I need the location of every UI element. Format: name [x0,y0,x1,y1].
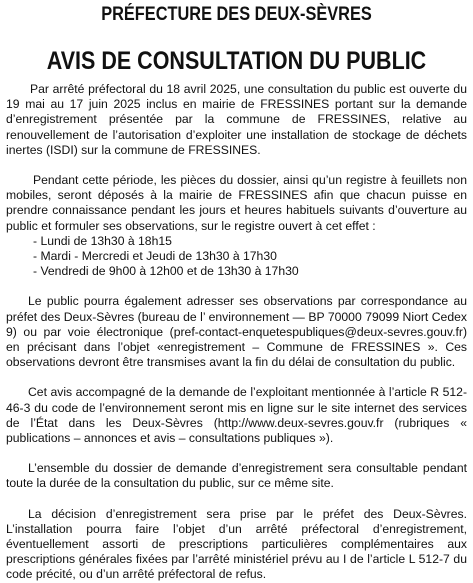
opening-hours-item: - Mardi - Mercredi et Jeudi de 13h30 à 17h30 [33,249,277,264]
paragraph-observations: Le public pourra également adresser ses observations par correspondance au préfet des Deux-Sèvres (bureau de l’ environnement — BP 70000 79099 Niort Cedex 9) ou par voie électronique (pref-contact-enquetespubliques@deux-sevres.gouv.fr) en précisant dans l’objet «enregistrement – Commune de FRESSINES ». Ces observations devront être transmises avant la fin du délai de consultation du public. [6,294,467,370]
opening-hours-item: - Lundi de 13h30 à 18h15 [33,233,172,248]
opening-hours-list [6,234,467,280]
paragraph-consultation-period: Pendant cette période, les pièces du dossier, ainsi qu’un registre à feuillets non mobiles, seront déposés à la mairie de FRESSINES afin que chacun puisse en prendre connaissance pendant les jours et heures habituels suivants d’ouverture au public et formuler ses observations, sur le registre ouvert à cet effet : [6,173,467,233]
paragraph-decision: La décision d’enregistrement sera prise par le préfet des Deux-Sèvres. L’installation pourra faire l’objet d’un arrêté préfectoral d’enregistrement, éventuellement assorti de prescriptions particulières complémentaires aux prescriptions générales fixées par l’arrêté ministériel prévu au I de l’article L 512-7 du code précité, ou d’un arrêté préfectoral de refus. [6,506,467,582]
paragraph-decree: Par arrêté préfectoral du 18 avril 2025, une consultation du public est ouverte du 19 mai au 17 juin 2025 inclus en mairie de FRESSINES portant sur la demande d’enregistrement présentée par la commune de FRESSINES, relative au renouvellement de l’autorisation d’exploiter une installation de stockage de déchets inertes (ISDI) sur la commune de FRESSINES. [6,82,467,157]
notice-title: AVIS DE CONSULTATION DU PUBLIC [46,47,427,75]
opening-hours-item: - Vendredi de 9h00 à 12h00 et de 13h30 à 17h30 [33,264,299,279]
paragraph-online-publication: Cet avis accompagné de la demande de l’exploitant mentionnée à l’article R 512-46-3 du code de l’environnement seront mis en ligne sur le site internet des services de l’État dans les Deux-Sèvres (http://www.deux-sevres.gouv.fr (rubriques « publications – annonces et avis – consultations publiques »). [6,385,467,446]
paragraph-dossier-availability: L’ensemble du dossier de demande d’enregistrement sera consultable pendant toute la durée de la consultation du public, sur ce même site. [6,461,467,491]
notice-body [6,82,467,583]
prefecture-heading: PRÉFECTURE DES DEUX-SÈVRES [101,4,372,25]
